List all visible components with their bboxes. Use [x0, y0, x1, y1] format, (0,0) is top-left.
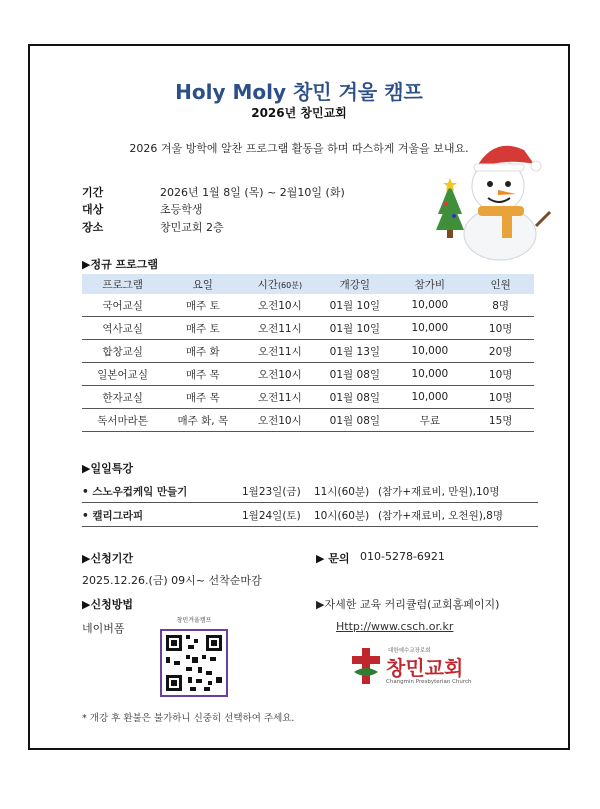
table-row	[82, 386, 534, 409]
info-value-period: 2026년 1월 8일 (목) ~ 2월10일 (화)	[160, 186, 345, 199]
cell-time: 오전11시	[242, 340, 317, 363]
info-label-period: 기간	[82, 186, 104, 199]
cell-program: 일본어교실	[82, 363, 163, 386]
special-item-date: 1월24일(토)	[242, 510, 301, 522]
cell-fee: 10,000	[392, 317, 467, 340]
info-value-target: 초등학생	[160, 203, 203, 216]
table-row	[82, 317, 534, 340]
special-item-date: 1월23일(금)	[242, 486, 301, 498]
cell-fee: 10,000	[392, 294, 467, 317]
regular-program-table	[82, 274, 534, 432]
table-row	[82, 340, 534, 363]
cell-start: 01월 10일	[317, 317, 392, 340]
cell-day: 매주 토	[163, 294, 242, 317]
cell-start: 01월 08일	[317, 363, 392, 386]
col-time	[242, 274, 317, 294]
cell-fee: 10,000	[392, 363, 467, 386]
cell-capacity: 10명	[467, 363, 534, 386]
col-time-unit: (60분)	[277, 280, 303, 290]
cell-day: 매주 화, 목	[163, 409, 242, 432]
cell-program: 한자교실	[82, 386, 163, 409]
qr-caption: 창민겨울캠프	[176, 617, 212, 624]
apply-period-heading: ▶신청기간	[82, 552, 133, 565]
cell-capacity: 10명	[467, 317, 534, 340]
cell-capacity: 10명	[467, 386, 534, 409]
special-item	[82, 504, 538, 527]
cell-time: 오전11시	[242, 317, 317, 340]
cell-day: 매주 목	[163, 386, 242, 409]
cell-start: 01월 08일	[317, 386, 392, 409]
flyer-title: Holy Moly 창민 겨울 캠프	[175, 80, 423, 104]
col-capacity: 인원	[467, 274, 534, 294]
cell-start: 01월 13일	[317, 340, 392, 363]
cell-program: 국어교실	[82, 294, 163, 317]
special-item-time: 10시(60분)	[314, 510, 370, 522]
cell-time: 오전10시	[242, 294, 317, 317]
cell-capacity: 20명	[467, 340, 534, 363]
cell-day: 매주 목	[163, 363, 242, 386]
homepage-link[interactable]: Http://www.csch.or.kr	[336, 620, 454, 633]
col-start: 개강일	[317, 274, 392, 294]
cell-time: 오전10시	[242, 409, 317, 432]
cell-program: 역사교실	[82, 317, 163, 340]
table-header-row	[82, 274, 534, 294]
apply-method-heading: ▶신청방법	[82, 598, 133, 611]
church-logo-icon	[348, 646, 384, 686]
cell-start: 01월 08일	[317, 409, 392, 432]
snowman-illustration	[432, 134, 552, 262]
intro-text: 2026 겨울 방학에 알찬 프로그램 활동을 하며 따스하게 겨울을 보내요.	[129, 142, 469, 155]
special-item-name: • 스노우컵케잌 만들기	[82, 486, 188, 498]
special-item-time: 11시(60분)	[314, 486, 370, 498]
cell-fee: 10,000	[392, 340, 467, 363]
cell-fee: 무료	[392, 409, 467, 432]
regular-program-heading: ▶정규 프로그램	[82, 258, 159, 271]
cell-program: 합창교실	[82, 340, 163, 363]
cell-program: 독서마라톤	[82, 409, 163, 432]
special-item-detail: (참가+재료비, 만원),10명	[378, 486, 500, 498]
logo-english: Changmin Presbyterian Church	[386, 679, 472, 685]
cell-start: 01월 10일	[317, 294, 392, 317]
cell-capacity: 15명	[467, 409, 534, 432]
cell-capacity: 8명	[467, 294, 534, 317]
qr-code[interactable]	[160, 629, 228, 697]
flyer	[28, 44, 570, 750]
contact-heading: ▶ 문의	[316, 552, 350, 565]
flyer-subtitle: 2026년 창민교회	[251, 106, 347, 120]
info-label-place: 장소	[82, 221, 104, 234]
special-item	[82, 480, 538, 503]
table-row	[82, 363, 534, 386]
special-item-name: • 캘리그라피	[82, 510, 144, 522]
table-row	[82, 409, 534, 432]
col-day: 요일	[163, 274, 242, 294]
cell-time: 오전11시	[242, 386, 317, 409]
info-value-place: 창민교회 2층	[160, 221, 224, 234]
cell-day: 매주 토	[163, 317, 242, 340]
logo-small-text: 대한예수교장로회	[388, 648, 431, 654]
col-program: 프로그램	[82, 274, 163, 294]
table-row	[82, 294, 534, 317]
apply-period-value: 2025.12.26.(금) 09시~ 선착순마감	[82, 574, 262, 587]
cell-time: 오전10시	[242, 363, 317, 386]
special-item-detail: (참가+재료비, 오천원),8명	[378, 510, 503, 522]
contact-phone: 010-5278-6921	[360, 550, 445, 563]
col-time-label: 시간	[257, 278, 278, 291]
apply-method-value[interactable]: 네이버폼	[82, 622, 125, 635]
cell-fee: 10,000	[392, 386, 467, 409]
info-label-target: 대상	[82, 203, 104, 216]
curriculum-heading: ▶자세한 교육 커리큘럼(교회홈페이지)	[316, 598, 500, 611]
refund-notice: * 개강 후 환불은 불가하니 신중히 선택하여 주세요.	[82, 713, 295, 724]
cell-day: 매주 화	[163, 340, 242, 363]
qr-code-icon	[162, 631, 226, 695]
col-fee: 참가비	[392, 274, 467, 294]
logo-name: 창민교회	[386, 656, 464, 680]
special-heading: ▶일일특강	[82, 462, 133, 475]
